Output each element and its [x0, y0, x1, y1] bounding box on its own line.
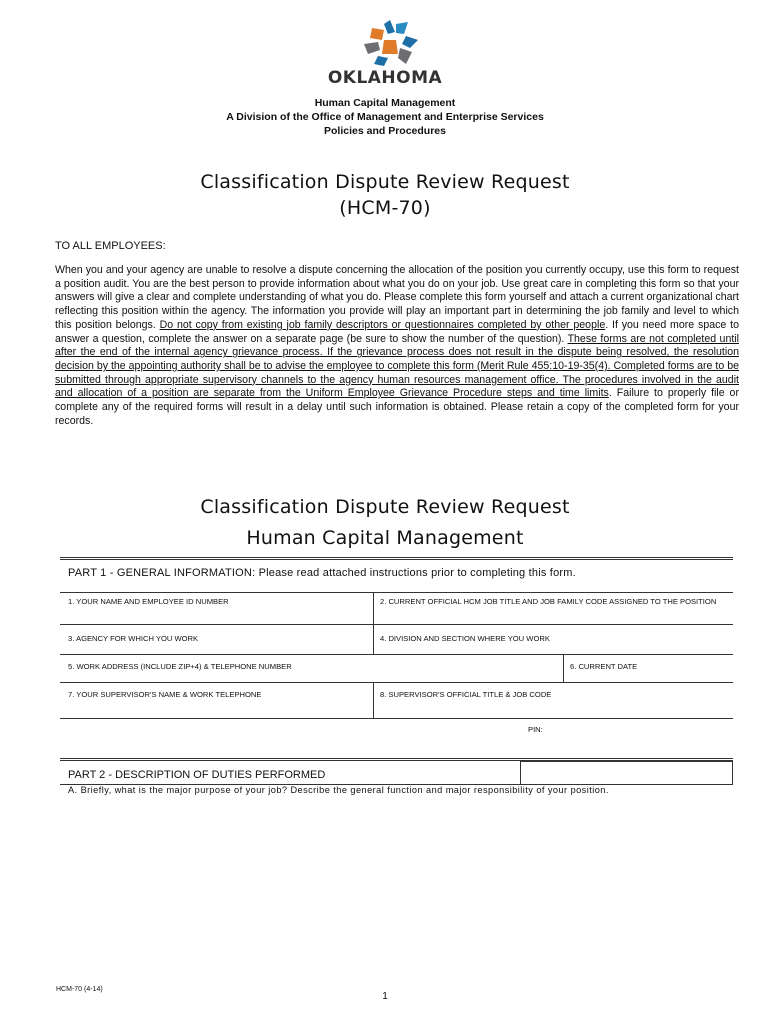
page-number: 1: [382, 991, 388, 1002]
divider-2: [373, 624, 374, 654]
divider-3: [563, 654, 564, 682]
part1-top-rule: [60, 557, 733, 560]
document-subtitle: (HCM-70): [339, 197, 431, 219]
field-1-rule: [60, 592, 733, 593]
field-7-label: 7. YOUR SUPERVISOR'S NAME & WORK TELEPHONE: [68, 690, 262, 699]
logo-wordmark: OKLAHOMA: [327, 68, 443, 88]
logo-star-icon: [360, 18, 420, 68]
header-line-2: A Division of the Office of Management and Enterprise Services: [226, 111, 544, 123]
form-title: Classification Dispute Review Request: [200, 496, 570, 518]
document-title: Classification Dispute Review Request: [200, 171, 570, 193]
field-1-label: 1. YOUR NAME AND EMPLOYEE ID NUMBER: [68, 597, 229, 606]
part2-heading: PART 2 - DESCRIPTION OF DUTIES PERFORMED: [68, 769, 326, 781]
instructions-underline-2: These forms are not completed until after the end of the internal agency grievance process. If the grievance process does not result in the dispute being resolved, the resolution decision by the appointing authority shall be to advise the employee to complete this form (Merit Rule 455:10-19-35(4). Completed forms are to be submitted through appropriate supervisory channels to the agency human resources management office. The procedures involved in the audit and allocation of a position are separate from the Uniform Employee Grievance Procedure steps and time limits: [55, 332, 739, 400]
divider-1: [373, 592, 374, 624]
answer-area[interactable]: [60, 800, 733, 970]
field-2-label: 2. CURRENT OFFICIAL HCM JOB TITLE AND JOB FAMILY CODE ASSIGNED TO THE POSITION: [380, 597, 717, 606]
header-line-3: Policies and Procedures: [324, 125, 446, 137]
question-a: A. Briefly, what is the major purpose of your job? Describe the general function and major responsibility of your position.: [68, 785, 609, 795]
oklahoma-logo: [360, 18, 420, 68]
field-6-label: 6. CURRENT DATE: [570, 662, 638, 671]
field-4-label: 4. DIVISION AND SECTION WHERE YOU WORK: [380, 634, 550, 643]
instructions-text-2: . If you need more space to answer a question, complete the answer on a separate page (be sure to show the number of the question).: [55, 318, 739, 345]
instructions-paragraph: [55, 264, 739, 428]
field-8-label: 8. SUPERVISOR'S OFFICIAL TITLE & JOB CODE: [380, 690, 552, 699]
field-1-2-input[interactable]: [60, 624, 733, 625]
field-5-6-input[interactable]: [60, 682, 733, 683]
form-code: HCM-70 (4-14): [56, 986, 103, 993]
divider-4: [373, 682, 374, 718]
field-3-4-input[interactable]: [60, 654, 733, 655]
instructions-underline-1: Do not copy from existing job family descriptors or questionnaires completed by other people: [159, 318, 606, 331]
instructions-text-1: When you and your agency are unable to resolve a dispute concerning the allocation of the position you currently occupy, use this form to request a position audit. You are the best person to provide information about what you do on your job. Use great care in completing this form so that your answers will give a clear and complete understanding of what you do. Please complete this form yourself and attach a current organizational chart reflecting this position within the agency. The information you provide will play an important part in determining the job family and level to which this position belongs.: [55, 264, 739, 331]
field-3-label: 3. AGENCY FOR WHICH YOU WORK: [68, 634, 199, 643]
part1-fields: [60, 592, 733, 722]
instructions-text-3: . Failure to properly file or complete any of the required forms will result in a delay until such information is obtained. Please retain a copy of the completed form for your records.: [55, 387, 739, 427]
field-7-8-input[interactable]: [60, 718, 733, 719]
part1-heading: PART 1 - GENERAL INFORMATION: Please read attached instructions prior to completing this form.: [68, 567, 576, 579]
salutation: TO ALL EMPLOYEES:: [55, 240, 166, 252]
header-line-1: Human Capital Management: [314, 97, 456, 109]
pin-input-box[interactable]: [520, 761, 733, 785]
pin-label: PIN:: [528, 725, 543, 734]
field-5-label: 5. WORK ADDRESS (INCLUDE ZIP+4) & TELEPHONE NUMBER: [68, 662, 292, 671]
form-subtitle: Human Capital Management: [246, 527, 524, 549]
